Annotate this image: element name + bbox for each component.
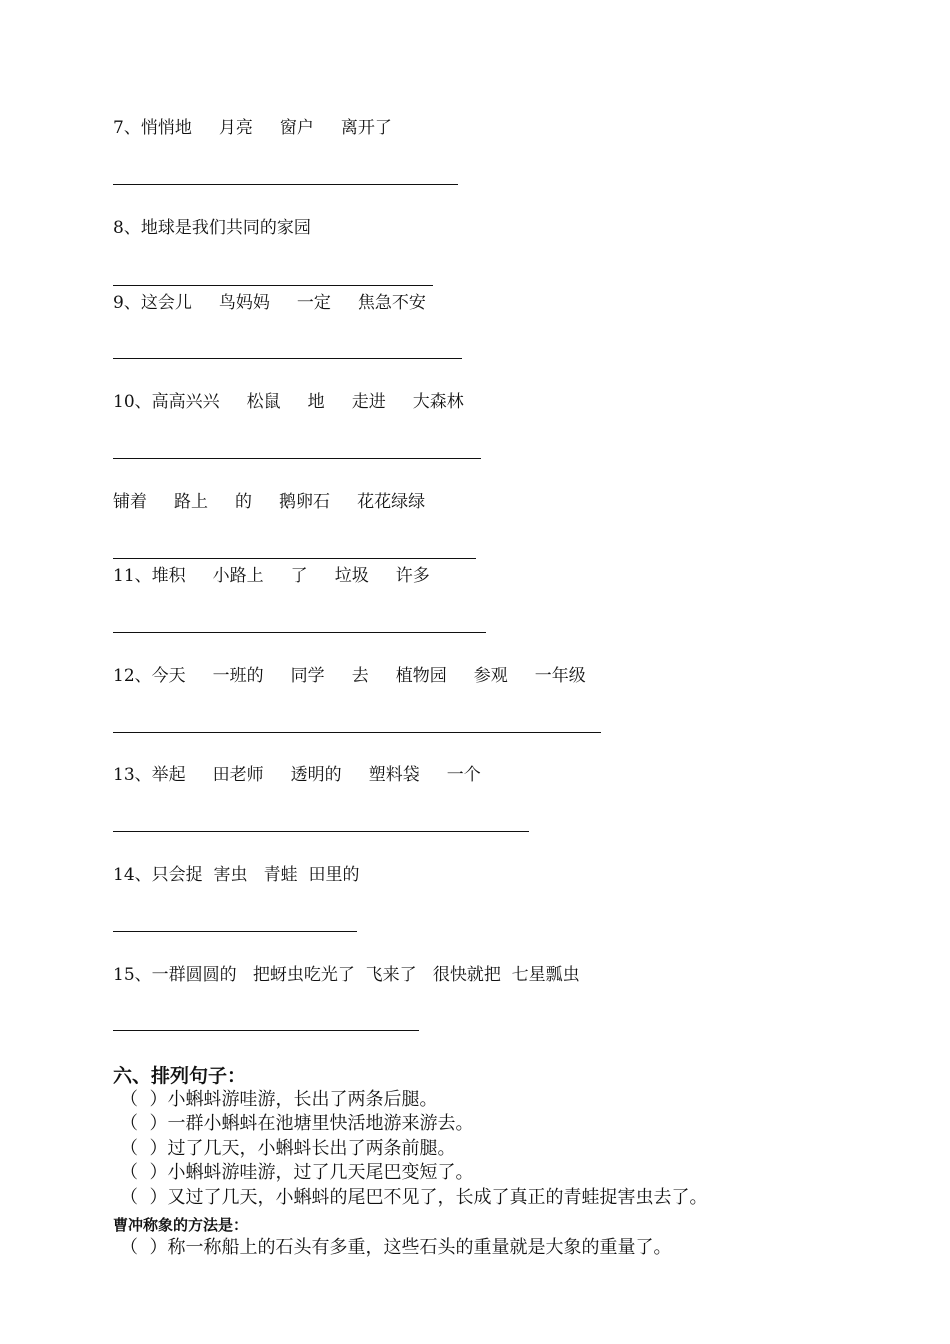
exercise-9: 9、这会儿 鸟妈妈 一定 焦急不安 [113,293,426,313]
order-item-5[interactable]: （ ）又过了几天，小蝌蚪的尾巴不见了，长成了真正的青蛙捉害虫去了。 [120,1187,708,1208]
answer-line-13[interactable] [113,831,529,832]
order-item-2[interactable]: （ ）一群小蝌蚪在池塘里快活地游来游去。 [120,1113,474,1134]
answer-line-12[interactable] [113,732,601,733]
answer-line-9[interactable] [113,358,462,359]
exercise-11: 11、堆积 小路上 了 垃圾 许多 [113,566,430,586]
order-item-1[interactable]: （ ）小蝌蚪游哇游，长出了两条后腿。 [120,1089,438,1110]
exercise-14: 14、只会捉 害虫 青蛙 田里的 [113,865,360,885]
answer-line-10[interactable] [113,458,481,459]
answer-line-15[interactable] [113,1030,419,1031]
exercise-15: 15、一群圆圆的 把蚜虫吃光了 飞来了 很快就把 七星瓢虫 [113,965,580,985]
exercise-8: 8、地球是我们共同的家园 [113,218,311,238]
order-item-method[interactable]: （ ）称一称船上的石头有多重，这些石头的重量就是大象的重量了。 [120,1237,672,1258]
answer-line-14[interactable] [113,931,357,932]
exercise-12: 12、今天 一班的 同学 去 植物园 参观 一年级 [113,666,586,686]
answer-line-7[interactable] [113,184,458,185]
answer-line-8[interactable] [113,285,433,286]
order-item-4[interactable]: （ ）小蝌蚪游哇游，过了几天尾巴变短了。 [120,1162,474,1183]
method-label: 曹冲称象的方法是： [113,1216,249,1234]
order-item-3[interactable]: （ ）过了几天，小蝌蚪长出了两条前腿。 [120,1138,456,1159]
answer-line-11[interactable] [113,632,486,633]
answer-line-10b[interactable] [113,558,476,559]
exercise-7: 7、悄悄地 月亮 窗户 离开了 [113,118,392,138]
exercise-13: 13、举起 田老师 透明的 塑料袋 一个 [113,765,481,785]
section-6-title: 六、排列句子： [113,1065,247,1087]
exercise-10b: 铺着 路上 的 鹅卵石 花花绿绿 [113,492,426,512]
exercise-10: 10、高高兴兴 松鼠 地 走进 大森林 [113,392,464,412]
